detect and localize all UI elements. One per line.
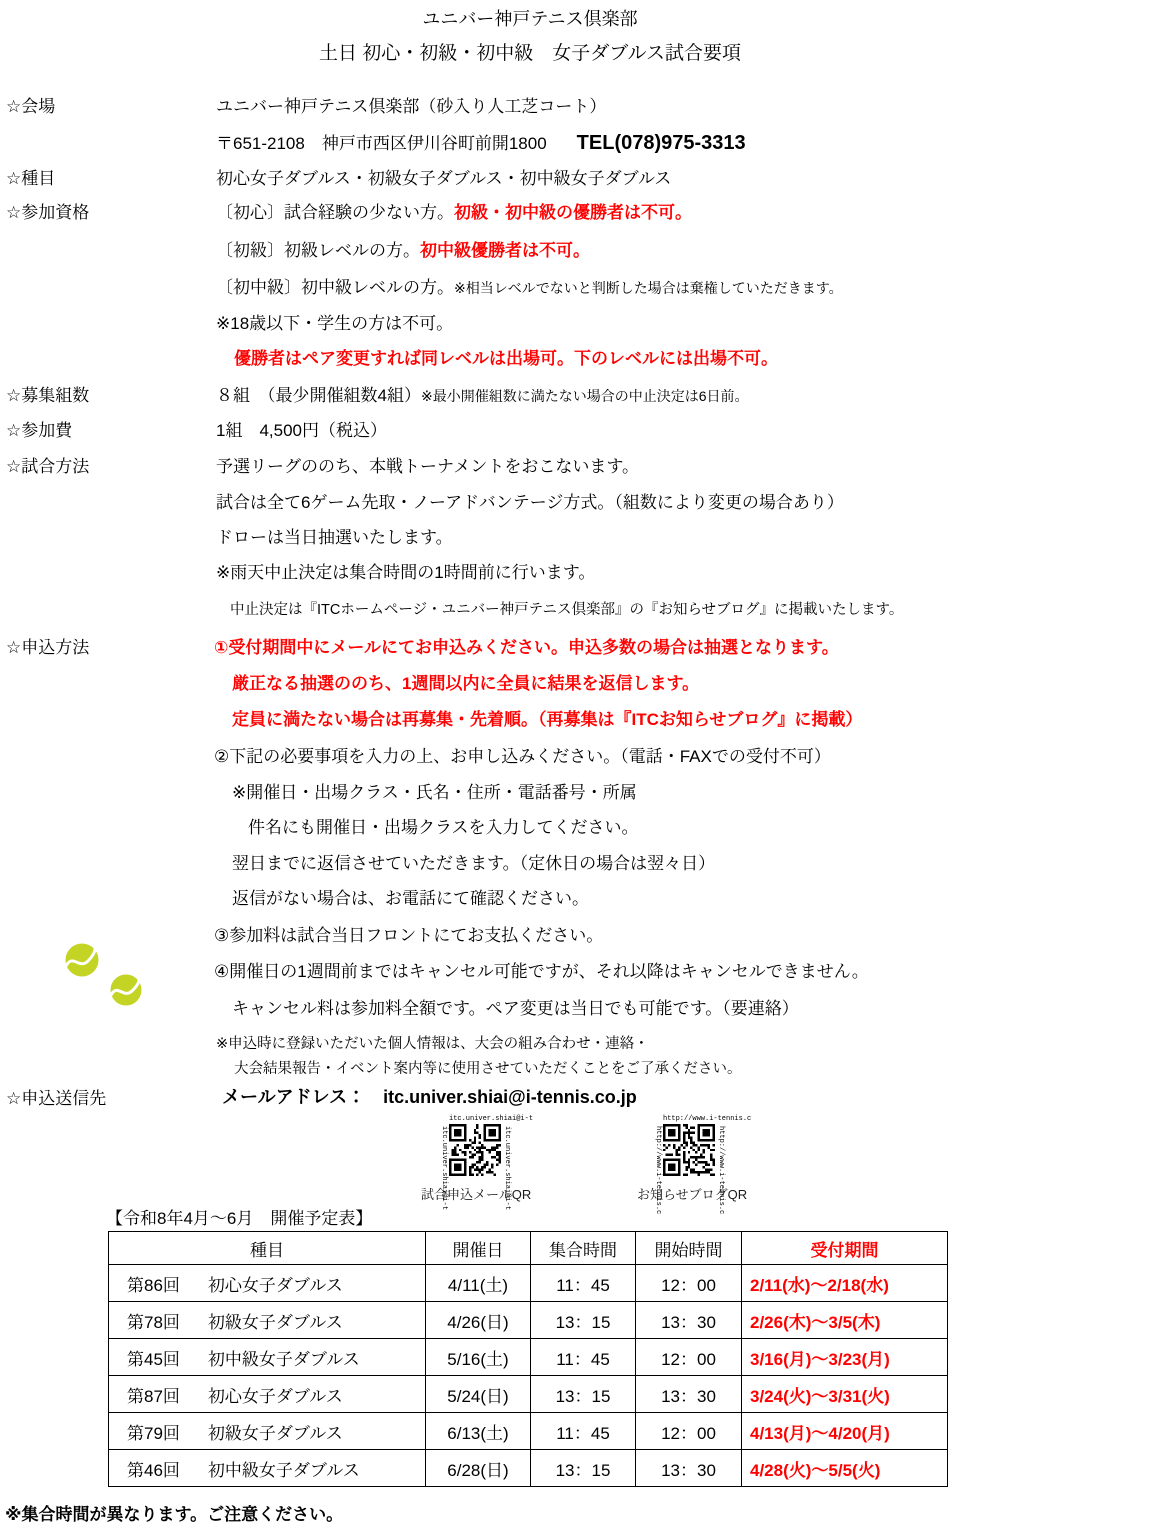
eligibility-beginner-restriction: 初中級優勝者は不可。	[420, 241, 590, 260]
format-line-3: ドローは当日抽選いたします。	[216, 528, 453, 547]
apply-privacy-2: 大会結果報告・イベント案内等に使用させていただくことをご了承ください。	[234, 1061, 742, 1077]
period-cell: 2/11(水)～2/18(水)	[742, 1265, 948, 1302]
gather-cell: 13：15	[531, 1302, 636, 1339]
apply-step-1b: 厳正なる抽選ののち、1週間以内に全員に結果を返信します。	[232, 674, 700, 693]
event-number: 第46回	[127, 1460, 180, 1480]
date-cell: 6/13(土)	[426, 1413, 531, 1450]
eligibility-novice-line	[216, 202, 692, 224]
venue-name: ユニバー神戸テニス倶楽部（砂入り人工芝コート）	[216, 97, 607, 116]
event-name: 初中級女子ダブルス	[207, 1349, 360, 1369]
apply-step-2e: 返信がない場合は、お電話にて確認ください。	[232, 889, 589, 908]
schedule-row	[109, 1265, 948, 1302]
page-subtitle: 土日 初心・初級・初中級 女子ダブルス試合要項	[319, 43, 741, 64]
event-cell	[109, 1450, 426, 1487]
date-cell: 5/24(日)	[426, 1376, 531, 1413]
page-title: ユニバー神戸テニス倶楽部	[422, 9, 638, 29]
qr-code-blog	[663, 1124, 715, 1176]
apply-privacy-1: ※申込時に登録いただいた個人情報は、大会の組み合わせ・連絡・	[216, 1036, 649, 1052]
col-entry-period: 受付期間	[742, 1232, 948, 1265]
format-line-5: 中止決定は『ITCホームページ・ユニバー神戸テニス倶楽部』の『お知らせブログ』に掲載いたします。	[230, 602, 904, 618]
apply-step-1: ①受付期間中にメールにてお申込みください。申込多数の場合は抽選となります。	[214, 638, 839, 657]
mail-label: メールアドレス：	[222, 1087, 366, 1107]
date-cell: 6/28(日)	[426, 1450, 531, 1487]
event-number: 第87回	[127, 1386, 180, 1406]
event-cell	[109, 1265, 426, 1302]
apply-step-3: ③参加料は試合当日フロントにてお支払ください。	[214, 926, 604, 945]
eligibility-novice-restriction: 初級・初中級の優勝者は不可。	[454, 203, 692, 222]
period-cell: 2/26(木)～3/5(木)	[742, 1302, 948, 1339]
venue-address-line	[216, 132, 746, 155]
format-line-2: 試合は全て6ゲーム先取・ノーアドバンテージ方式。（組数により変更の場合あり）	[216, 493, 844, 512]
schedule-row	[109, 1376, 948, 1413]
event-name: 初心女子ダブルス	[207, 1386, 343, 1406]
qr-mail-caption: 試合申込メールQR	[421, 1187, 532, 1202]
period-cell: 4/13(月)～4/20(月)	[742, 1413, 948, 1450]
gather-cell: 11：45	[531, 1413, 636, 1450]
eligibility-winner-rule: 優勝者はペア変更すれば同レベルは出場可。下のレベルには出場不可。	[234, 349, 778, 368]
qr-blog-url-text: http://www.i-tennis.c	[663, 1115, 752, 1123]
start-cell: 12：00	[636, 1339, 742, 1376]
event-number: 第86回	[127, 1275, 180, 1295]
teams-main: ８組 （最少開催組数4組）	[216, 386, 421, 405]
tennis-balls-icon	[60, 940, 150, 1010]
teams-line	[216, 385, 748, 407]
qr-mail-url-side-text: itc.univer.shiai@i-t	[503, 1126, 511, 1211]
teams-note: ※最小開催組数に満たない場合の中止決定は6日前。	[420, 388, 749, 404]
schedule-row	[109, 1413, 948, 1450]
gather-cell: 11：45	[531, 1265, 636, 1302]
apply-step-4b: キャンセル料は参加料全額です。ペア変更は当日でも可能です。（要連絡）	[232, 999, 799, 1018]
venue-label: ☆会場	[6, 97, 56, 116]
period-cell: 3/24(火)～3/31(火)	[742, 1376, 948, 1413]
date-cell: 4/11(土)	[426, 1265, 531, 1302]
col-date: 開催日	[426, 1232, 531, 1265]
apply-step-2: ②下記の必要事項を入力の上、お申し込みください。（電話・FAXでの受付不可）	[214, 747, 831, 766]
format-label: ☆試合方法	[6, 457, 90, 476]
date-cell: 4/26(日)	[426, 1302, 531, 1339]
event-number: 第79回	[127, 1423, 180, 1443]
mail-line	[222, 1086, 637, 1108]
eligibility-label: ☆参加資格	[6, 203, 90, 222]
qr-mail-url-text: itc.univer.shiai@i-t	[449, 1115, 534, 1123]
event-number: 第45回	[127, 1349, 180, 1369]
start-cell: 13：30	[636, 1376, 742, 1413]
apply-label: ☆申込方法	[6, 638, 90, 657]
period-cell: 4/28(火)～5/5(火)	[742, 1450, 948, 1487]
gather-cell: 11：45	[531, 1339, 636, 1376]
event-cell	[109, 1376, 426, 1413]
apply-step-2b: ※開催日・出場クラス・氏名・住所・電話番号・所属	[232, 783, 637, 802]
apply-step-2d: 翌日までに返信させていただきます。（定休日の場合は翌々日）	[232, 854, 716, 873]
event-number: 第78回	[127, 1312, 180, 1332]
schedule-heading: 【令和8年4月～6月 開催予定表】	[106, 1209, 373, 1228]
send-to-label: ☆申込送信先	[6, 1089, 107, 1108]
event-cell	[109, 1339, 426, 1376]
col-gather-time: 集合時間	[531, 1232, 636, 1265]
eligibility-lowermid-line	[216, 277, 843, 299]
apply-step-2c: 件名にも開催日・出場クラスを入力してください。	[248, 818, 639, 837]
qr-mail-url-side-text: itc.univer.shiai@i-t	[440, 1126, 448, 1211]
venue-address: 〒651-2108 神戸市西区伊川谷町前開1800	[216, 134, 547, 153]
qr-blog-url-side-text: http://www.i-tennis.c	[654, 1126, 662, 1215]
event-name: 初級女子ダブルス	[207, 1312, 343, 1332]
eligibility-beginner-line	[216, 240, 590, 262]
event-name: 初中級女子ダブルス	[207, 1460, 360, 1480]
fee-label: ☆参加費	[6, 421, 73, 440]
gather-cell: 13：15	[531, 1376, 636, 1413]
mail-address: itc.univer.shiai@i-tennis.co.jp	[383, 1087, 637, 1107]
footer-note: ※集合時間が異なります。ご注意ください。	[5, 1505, 344, 1524]
col-event: 種目	[109, 1232, 426, 1265]
schedule-row	[109, 1450, 948, 1487]
eligibility-lowermid-note: ※相当レベルでないと判断した場合は棄権していただきます。	[454, 280, 843, 296]
qr-blog-caption: お知らせブログQR	[637, 1187, 748, 1202]
format-line-4: ※雨天中止決定は集合時間の1時間前に行います。	[216, 563, 596, 582]
start-cell: 13：30	[636, 1302, 742, 1339]
start-cell: 12：00	[636, 1413, 742, 1450]
start-cell: 13：30	[636, 1450, 742, 1487]
eligibility-novice: 〔初心〕試合経験の少ない方。	[216, 203, 454, 222]
event-cell	[109, 1413, 426, 1450]
gather-cell: 13：15	[531, 1450, 636, 1487]
tennis-ball-icon	[111, 975, 142, 1006]
start-cell: 12：00	[636, 1265, 742, 1302]
schedule-header-row	[109, 1232, 948, 1265]
event-name: 初心女子ダブルス	[207, 1275, 343, 1295]
category-label: ☆種目	[6, 169, 56, 188]
apply-step-4: ④開催日の1週間前まではキャンセル可能ですが、それ以降はキャンセルできません。	[214, 962, 869, 981]
qr-blog-url-side-text: http://www.i-tennis.c	[717, 1126, 725, 1215]
period-cell: 3/16(月)～3/23(月)	[742, 1339, 948, 1376]
event-name: 初級女子ダブルス	[207, 1423, 343, 1443]
fee-text: 1組 4,500円（税込）	[216, 421, 387, 440]
qr-code-mail	[449, 1124, 501, 1176]
schedule-row	[109, 1339, 948, 1376]
format-line-1: 予選リーグののち、本戦トーナメントをおこないます。	[216, 457, 639, 476]
schedule-table	[108, 1231, 948, 1487]
schedule-row	[109, 1302, 948, 1339]
category-text: 初心女子ダブルス・初級女子ダブルス・初中級女子ダブルス	[216, 169, 672, 188]
eligibility-lowermid: 〔初中級〕初中級レベルの方。	[216, 278, 454, 297]
venue-tel: TEL(078)975-3313	[576, 132, 746, 154]
col-start-time: 開始時間	[636, 1232, 742, 1265]
date-cell: 5/16(土)	[426, 1339, 531, 1376]
apply-step-1c: 定員に満たない場合は再募集・先着順。（再募集は『ITCお知らせブログ』に掲載）	[232, 710, 863, 729]
eligibility-age-limit: ※18歳以下・学生の方は不可。	[216, 314, 454, 333]
teams-label: ☆募集組数	[6, 386, 90, 405]
event-cell	[109, 1302, 426, 1339]
eligibility-beginner: 〔初級〕初級レベルの方。	[216, 241, 420, 260]
tennis-ball-icon	[66, 944, 99, 977]
